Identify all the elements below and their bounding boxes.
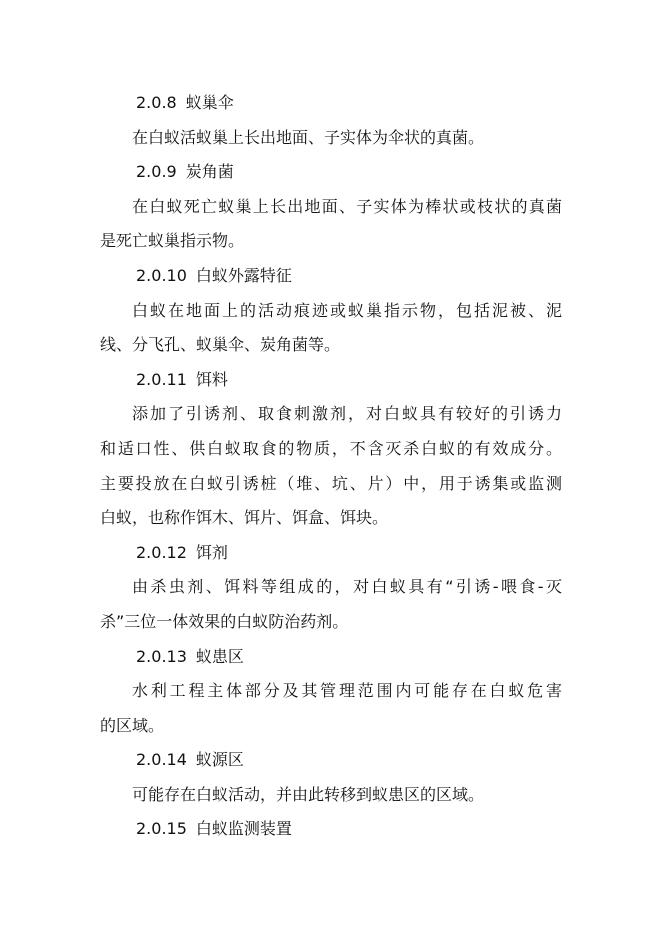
entry-number: 2.0.10 [136,265,187,285]
entry-definition [100,570,562,639]
entry-heading [100,86,562,121]
entry-heading [100,743,562,778]
entry-heading [100,536,562,571]
definition-line: 添加了引诱剂、取食刺激剂，对白蚁具有较好的引诱力 [132,404,562,424]
entry-number: 2.0.9 [136,162,177,182]
definition-line: 由杀虫剂、饵料等组成的，对白蚁具有“引诱-喂食-灭 [132,577,562,597]
entry-heading [100,640,562,675]
entry-definition [100,190,562,259]
entry-number: 2.0.15 [136,819,187,839]
definition-line: 可能存在白蚁活动，并由此转移到蚁患区的区域。 [132,784,485,804]
entry-definition [100,674,562,743]
entry-number: 2.0.13 [136,646,187,666]
entry-heading [100,155,562,190]
definition-line: 白蚁在地面上的活动痕迹或蚁巢指示物，包括泥被、泥 [132,300,562,320]
definition-line: 水利工程主体部分及其管理范围内可能存在白蚁危害 [132,681,562,701]
entry-definition [100,121,562,156]
entry-term: 白蚁外露特征 [195,265,292,285]
entry-term: 饵剂 [195,542,228,562]
entry-definition [100,778,562,813]
entry-number: 2.0.12 [136,542,187,562]
entry-term: 炭角菌 [185,162,234,182]
definition-line: 白蚁，也称作饵木、饵片、饵盒、饵块。 [100,508,389,528]
definition-line: 线、分飞孔、蚁巢伞、炭角菌等。 [100,335,341,355]
definition-line: 的区域。 [100,715,165,735]
definition-line: 在白蚁死亡蚁巢上长出地面、子实体为棒状或枝状的真菌 [132,196,562,216]
entry-term: 饵料 [195,369,228,389]
entry-number: 2.0.8 [136,93,177,112]
entry-heading [100,363,562,398]
entry-term: 蚁源区 [195,750,244,770]
entry-heading [100,812,562,847]
entry-heading [100,259,562,294]
entry-term: 蚁患区 [195,646,244,666]
entry-number: 2.0.14 [136,750,187,770]
entry-definition [100,294,562,363]
entry-definition [100,397,562,535]
definition-line: 和适口性、供白蚁取食的物质，不含灭杀白蚁的有效成分。 [100,438,562,458]
definition-line: 在白蚁活蚁巢上长出地面、子实体为伞状的真菌。 [132,127,485,147]
definition-line: 是死亡蚁巢指示物。 [100,231,245,251]
entry-number: 2.0.11 [136,369,187,389]
definitions-section [100,86,562,847]
definition-line: 主要投放在白蚁引诱桩（堆、坑、片）中，用于诱集或监测 [100,473,562,493]
definition-line: 杀”三位一体效果的白蚁防治药剂。 [100,611,349,631]
entry-term: 白蚁监测装置 [195,819,292,839]
entry-term: 蚁巢伞 [185,93,234,112]
